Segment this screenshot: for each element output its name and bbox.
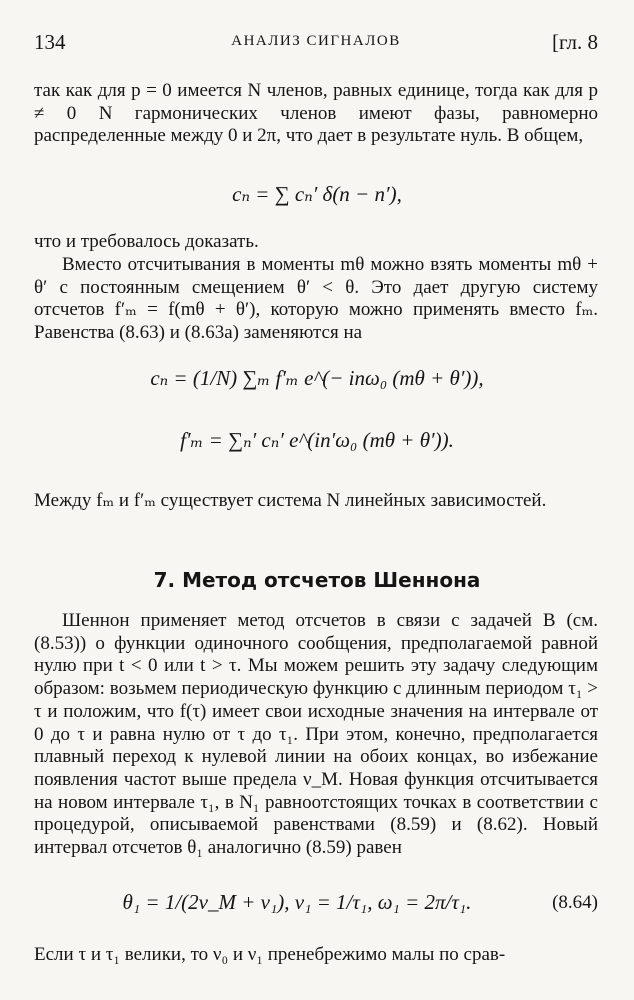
equation-4-number: (8.64) — [552, 892, 598, 913]
paragraph-2-block — [34, 231, 598, 254]
equation-2: cₙ = (1/N) ∑ₘ f′ₘ e^(− inω₀ (mθ + θ′)), — [150, 366, 484, 390]
paragraph-6: Если τ и τ₁ велики, то ν₀ и ν₁ пренебрежимо малы по срав- — [34, 944, 506, 965]
running-title: АНАЛИЗ СИГНАЛОВ — [231, 33, 401, 49]
paragraph-3-block — [34, 254, 598, 345]
chapter-marker: [гл. 8 — [551, 30, 598, 54]
equation-1: cₙ = ∑ cₙ′ δ(n − n′), — [232, 182, 402, 206]
section-title: 7. Метод отсчетов Шеннона — [153, 568, 481, 592]
equation-3: f′ₘ = ∑ₙ′ cₙ′ e^(in′ω₀ (mθ + θ′)). — [180, 428, 454, 452]
paragraph-2: что и требовалось доказать. — [34, 231, 259, 252]
paragraph-4-block — [34, 490, 598, 513]
paragraph-1: так как для p = 0 имеется N членов, равных единице, тогда как для p ≠ 0 N гармонических членов имеют фазы, равномерно распределенные между 0 и 2π, что дает в результате нуль. В общем, — [34, 80, 598, 147]
paragraph-5: Шеннон применяет метод отсчетов в связи с задачей В (см. (8.53)) о функции одиночного сообщения, предполагаемой равной нулю при t < 0 или t > τ. Мы можем решить эту задачу следующим образом: возьмем периодическую функцию с длинным периодом τ₁ > τ и положим, что f(τ) имеет свои исходные значения на интервале от 0 до τ и равна нулю от τ до τ₁. При этом, конечно, предполагается плавный переход к нулевой линии на обоих концах, во избежание появления частот выше предела ν_M. Новая функция отсчитывается на новом интервале τ₁, в N₁ равноотстоящих точках в соответствии с процедурой, описываемой равенствами (8.59) и (8.62). Новый интервал отсчетов θ₁ аналогично (8.59) равен — [34, 610, 598, 859]
page-header — [34, 30, 598, 58]
page-number: 134 — [34, 30, 66, 54]
paragraph-3: Вместо отсчитывания в моменты mθ можно взять моменты mθ + θ′ с постоянным смещением θ′ < θ. Это дает другую систему отсчетов f′ₘ = f(mθ + θ′), которую можно применять вместо fₘ. Равенства (8.63) и (8.63а) заменяются на — [34, 254, 598, 344]
paragraph-6-block — [34, 944, 598, 967]
paragraph-5-block — [34, 610, 598, 860]
equation-4: θ₁ = 1/(2ν_M + ν₁), ν₁ = 1/τ₁, ω₁ = 2π/τ₁. — [122, 890, 472, 914]
paragraph-1-block — [34, 80, 598, 148]
paragraph-4: Между fₘ и f′ₘ существует система N линейных зависимостей. — [34, 490, 547, 511]
